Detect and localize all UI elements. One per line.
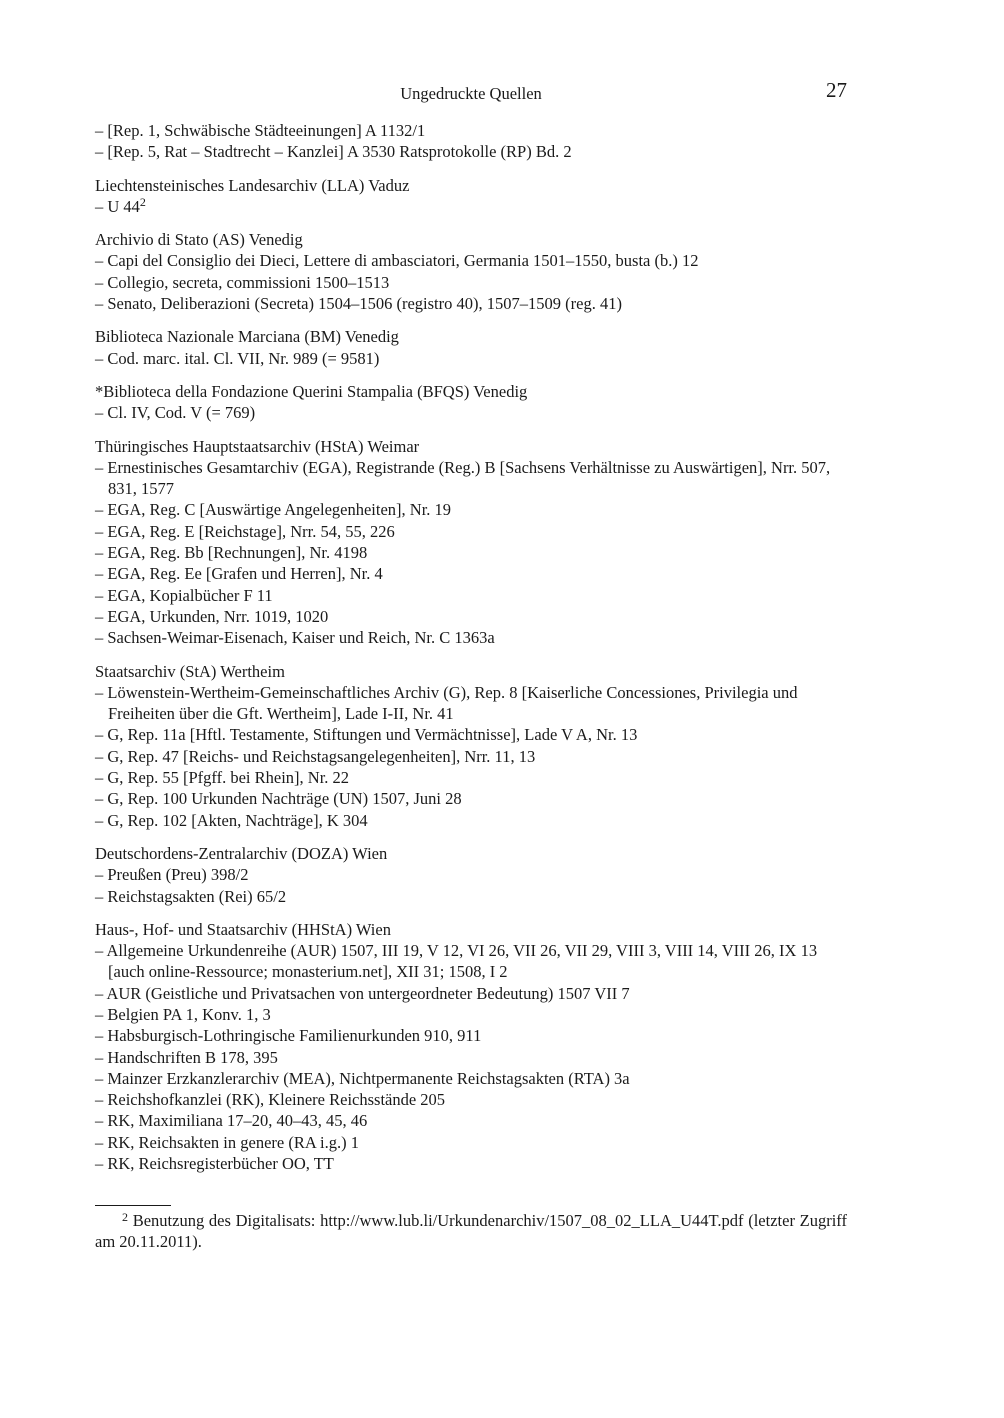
running-head [95, 80, 847, 106]
archive-section [95, 436, 847, 649]
entry-text: – RK, Reichsakten in genere (RA i.g.) 1 [95, 1132, 359, 1152]
entry-text: – Cod. marc. ital. Cl. VII, Nr. 989 (= 9581) [95, 348, 380, 368]
entry-text: – Cl. IV, Cod. V (= 769) [95, 403, 256, 423]
entry-text: – EGA, Reg. E [Reichstage], Nrr. 54, 55, 226 [95, 521, 395, 541]
archive-entry [95, 272, 847, 293]
archive-section [95, 229, 847, 314]
entry-text: – Sachsen-Weimar-Eisenach, Kaiser und Reich, Nr. C 1363a [95, 628, 495, 648]
archive-section [95, 120, 847, 163]
archive-heading: Biblioteca Nazionale Marciana (BM) Venedig [95, 327, 399, 347]
source-list [95, 120, 847, 1174]
footnote-reference: 2 [139, 194, 146, 209]
entry-text: – Habsburgisch-Lothringische Familienurkunden 910, 911 [95, 1026, 482, 1046]
archive-entry [95, 250, 847, 271]
archive-entry [95, 682, 847, 725]
archive-entry [95, 983, 847, 1004]
archive-heading: Archivio di Stato (AS) Venedig [95, 230, 303, 250]
archive-entry [95, 348, 847, 369]
archive-entry [95, 1004, 847, 1025]
archive-section [95, 381, 847, 424]
entry-text: – EGA, Reg. Bb [Rechnungen], Nr. 4198 [95, 543, 368, 563]
entry-text: – G, Rep. 55 [Pfgff. bei Rhein], Nr. 22 [95, 768, 350, 788]
running-title: Ungedruckte Quellen [400, 84, 542, 103]
entry-text: – RK, Maximiliana 17–20, 40–43, 45, 46 [95, 1111, 368, 1131]
archive-entry [95, 1047, 847, 1068]
archive-entry [95, 521, 847, 542]
entry-text: – Collegio, secreta, commissioni 1500–1513 [95, 272, 390, 292]
archive-entry [95, 1132, 847, 1153]
archive-section [95, 326, 847, 369]
footnote-rule [95, 1205, 171, 1206]
archive-entry [95, 402, 847, 423]
archive-entry [95, 542, 847, 563]
archive-entry [95, 940, 847, 983]
entry-text: – Allgemeine Urkundenreihe (AUR) 1507, III 19, V 12, VI 26, VII 26, VII 29, VIII 3, VIII 14, VIII 26, IX 13 [auch online-Ressource; monasterium.net], XII 31; 1508, I 2 [95, 941, 818, 982]
archive-entry [95, 1110, 847, 1131]
archive-section [95, 175, 847, 218]
archive-entry [95, 1089, 847, 1110]
entry-text: – Reichshofkanzlei (RK), Kleinere Reichsstände 205 [95, 1090, 446, 1110]
archive-entry [95, 499, 847, 520]
entry-text: – Reichstagsakten (Rei) 65/2 [95, 886, 287, 906]
archive-heading: Thüringisches Hauptstaatsarchiv (HStA) Weimar [95, 436, 420, 456]
archive-heading: *Biblioteca della Fondazione Querini Stampalia (BFQS) Venedig [95, 381, 528, 401]
archive-entry [95, 864, 847, 885]
archive-entry [95, 886, 847, 907]
archive-entry [95, 746, 847, 767]
archive-entry [95, 606, 847, 627]
archive-entry [95, 293, 847, 314]
archive-entry [95, 457, 847, 500]
entry-text: – Capi del Consiglio dei Dieci, Lettere di ambasciatori, Germania 1501–1550, busta (b.) 12 [95, 251, 699, 271]
entry-text: – Belgien PA 1, Konv. 1, 3 [95, 1004, 271, 1024]
archive-entry [95, 1025, 847, 1046]
archive-heading: Deutschordens-Zentralarchiv (DOZA) Wien [95, 843, 388, 863]
entry-text: – Preußen (Preu) 398/2 [95, 865, 249, 885]
page-body [95, 80, 847, 1186]
archive-section [95, 843, 847, 907]
archive-heading: Liechtensteinisches Landesarchiv (LLA) Vaduz [95, 175, 410, 195]
archive-entry [95, 120, 847, 141]
entry-text: – Ernestinisches Gesamtarchiv (EGA), Registrande (Reg.) B [Sachsens Verhältnisse zu Auswärtigen], Nrr. 507, 831, 1577 [95, 457, 831, 499]
footnote-marker: 2 [122, 1210, 128, 1224]
page-number: 27 [826, 78, 847, 102]
entry-text: – Senato, Deliberazioni (Secreta) 1504–1506 (registro 40), 1507–1509 (reg. 41) [95, 294, 622, 314]
entry-text: – G, Rep. 100 Urkunden Nachträge (UN) 1507, Juni 28 [95, 789, 462, 809]
archive-entry [95, 196, 847, 217]
archive-heading: Staatsarchiv (StA) Wertheim [95, 661, 285, 681]
archive-entry [95, 563, 847, 584]
entry-text: – G, Rep. 47 [Reichs- und Reichstagsangelegenheiten], Nrr. 11, 13 [95, 746, 536, 766]
entry-text: – Handschriften B 178, 395 [95, 1047, 278, 1067]
footnote [95, 1210, 847, 1253]
archive-entry [95, 585, 847, 606]
archive-heading: Haus-, Hof- und Staatsarchiv (HHStA) Wien [95, 919, 391, 939]
entry-text: – G, Rep. 102 [Akten, Nachträge], K 304 [95, 810, 368, 830]
entry-text: – EGA, Reg. Ee [Grafen und Herren], Nr. 4 [95, 564, 383, 584]
archive-entry [95, 724, 847, 745]
archive-section [95, 661, 847, 831]
archive-section [95, 919, 847, 1175]
archive-entry [95, 1153, 847, 1174]
entry-text: – RK, Reichsregisterbücher OO, TT [95, 1154, 334, 1174]
archive-entry [95, 767, 847, 788]
entry-text: – U 44 [95, 196, 140, 216]
entry-text: – AUR (Geistliche und Privatsachen von untergeordneter Bedeutung) 1507 VII 7 [95, 983, 630, 1003]
archive-entry [95, 810, 847, 831]
archive-entry [95, 1068, 847, 1089]
archive-entry [95, 141, 847, 162]
entry-text: – EGA, Kopialbücher F 11 [95, 585, 273, 605]
entry-text: – [Rep. 5, Rat – Stadtrecht – Kanzlei] A 3530 Ratsprotokolle (RP) Bd. 2 [95, 142, 572, 162]
entry-text: – EGA, Reg. C [Auswärtige Angelegenheiten], Nr. 19 [95, 500, 452, 520]
archive-entry [95, 627, 847, 648]
footnote-text: Benutzung des Digitalisats: http://www.lub.li/Urkundenarchiv/1507_08_02_LLA_U44T.pdf (letzter Zugriff am 20.11.2011). [95, 1211, 848, 1252]
archive-entry [95, 788, 847, 809]
entry-text: – Löwenstein-Wertheim-Gemeinschaftliches Archiv (G), Rep. 8 [Kaiserliche Concessiones, Privilegia und Freiheiten über die Gft. Wertheim], Lade I-II, Nr. 41 [95, 682, 798, 724]
entry-text: – EGA, Urkunden, Nrr. 1019, 1020 [95, 606, 329, 626]
entry-text: – Mainzer Erzkanzlerarchiv (MEA), Nichtpermanente Reichstagsakten (RTA) 3a [95, 1068, 630, 1088]
entry-text: – G, Rep. 11a [Hftl. Testamente, Stiftungen und Vermächtnisse], Lade V A, Nr. 13 [95, 725, 638, 745]
entry-text: – [Rep. 1, Schwäbische Städteeinungen] A 1132/1 [95, 121, 426, 140]
